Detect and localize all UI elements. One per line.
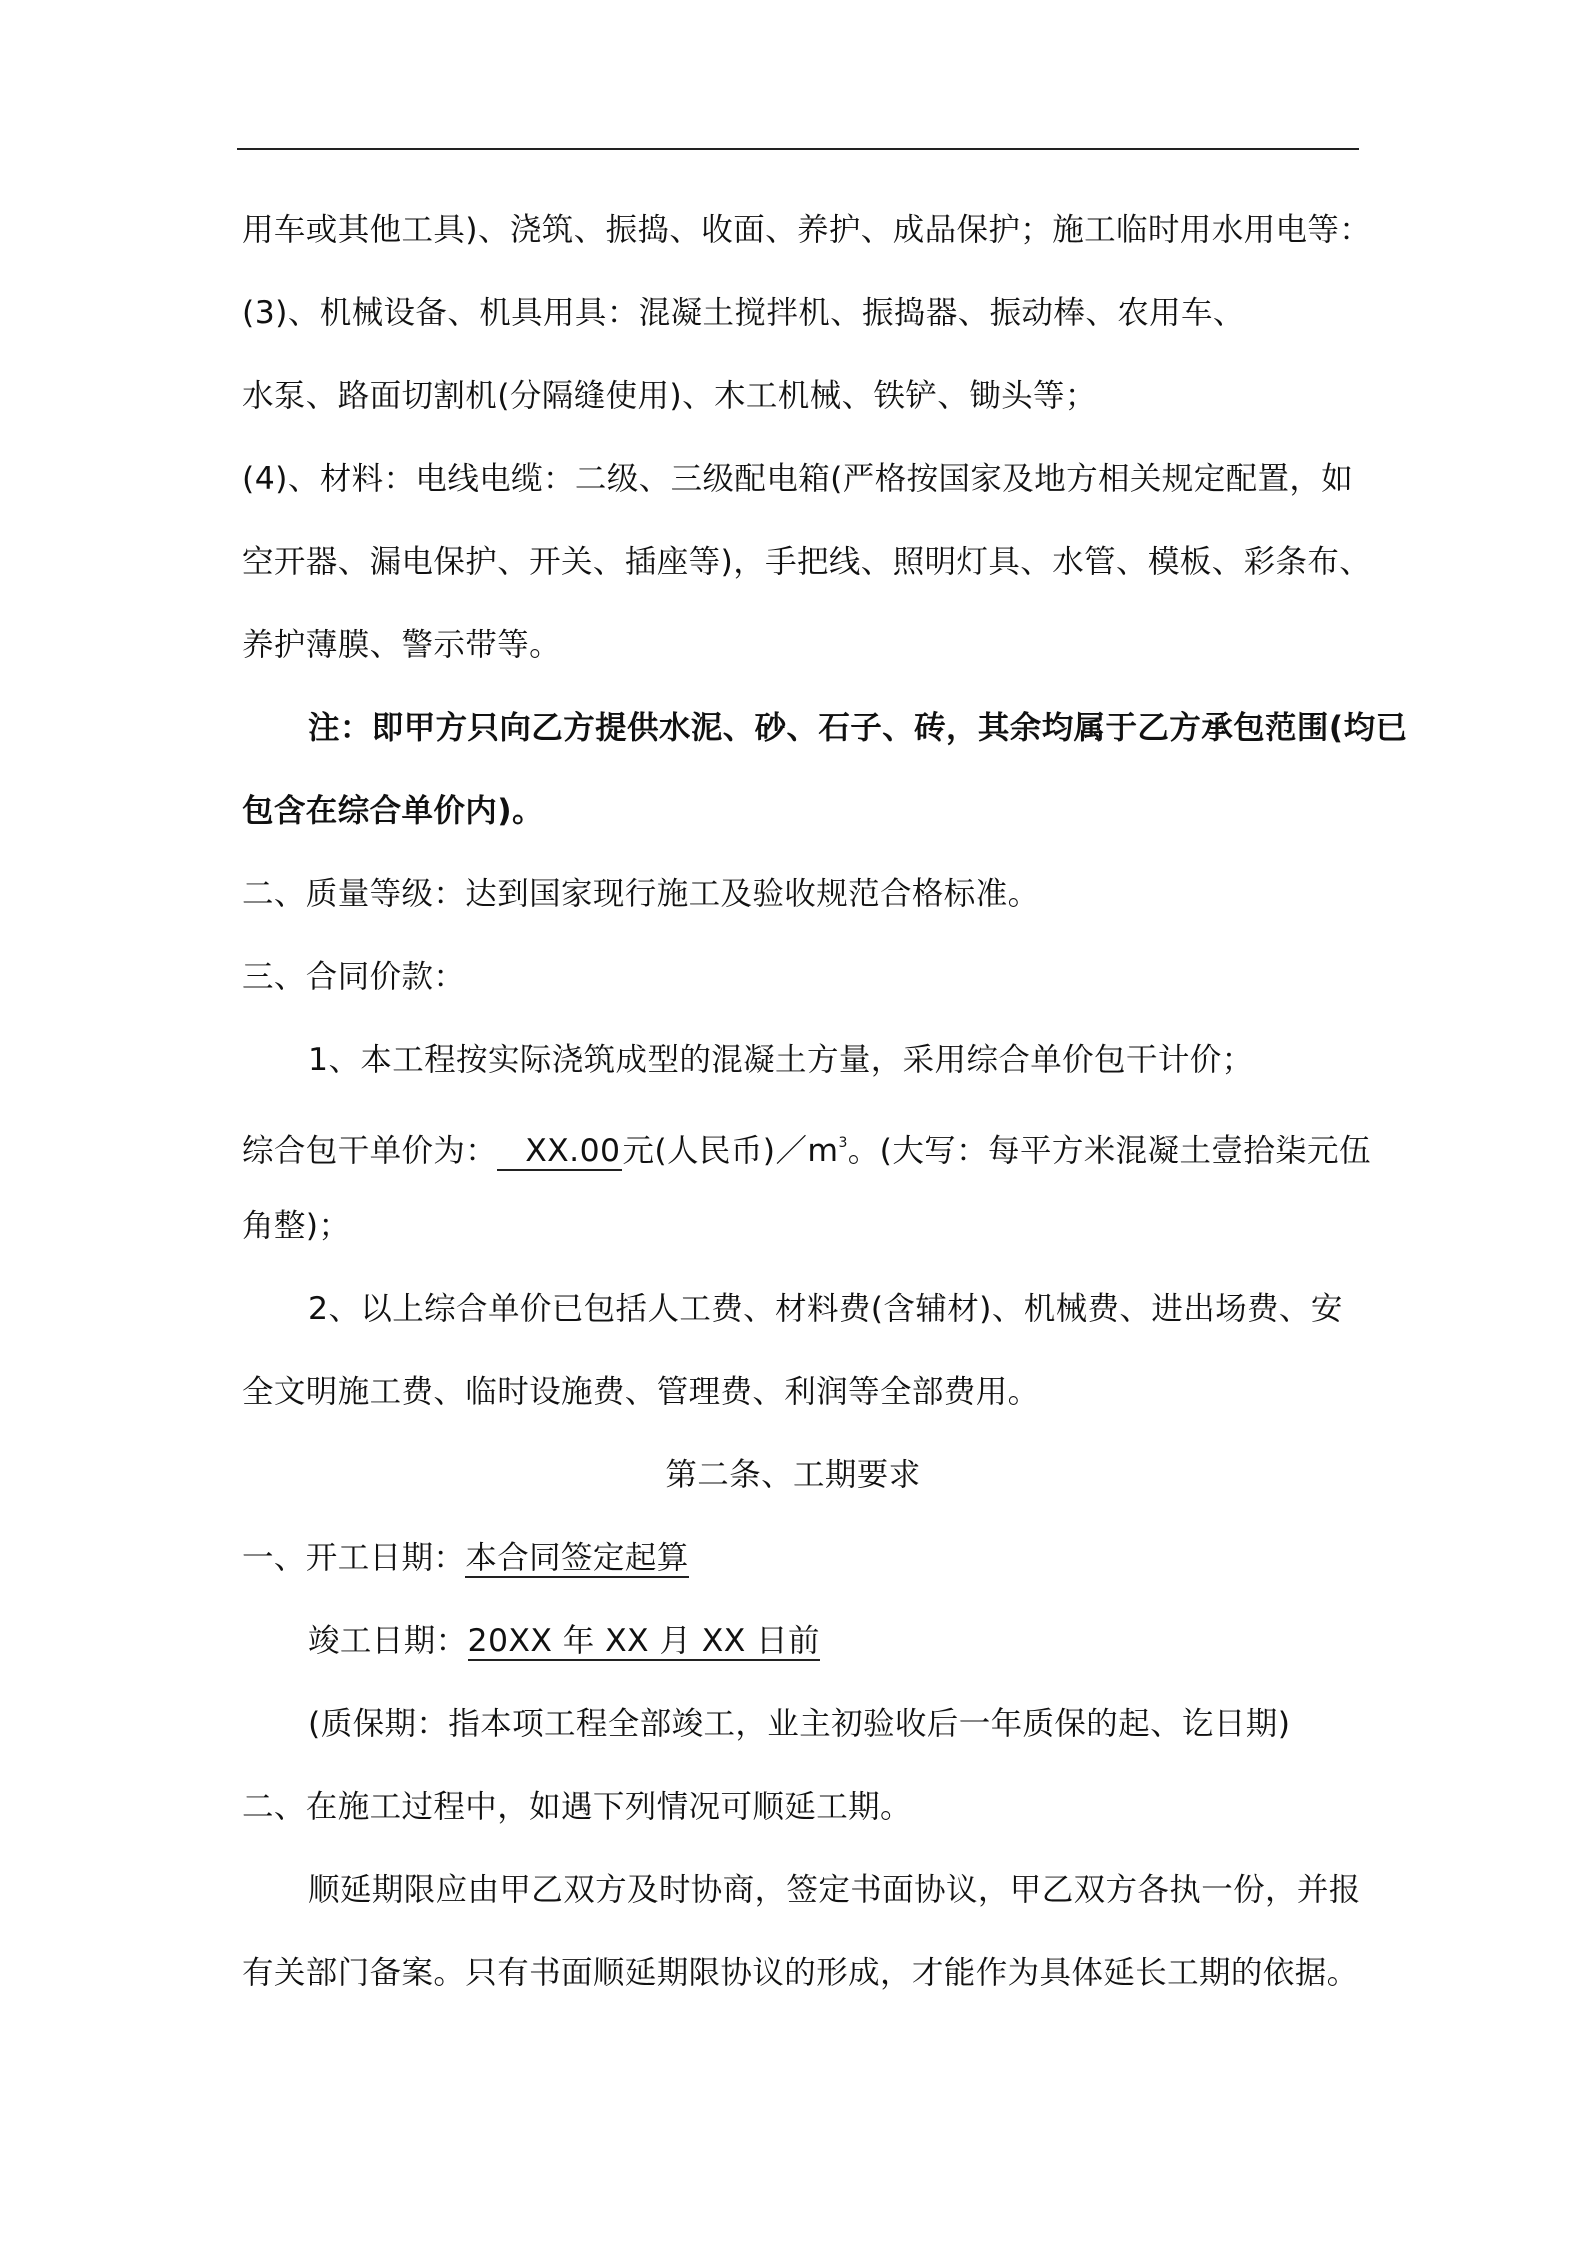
paragraph-line-3: 水泵、路面切割机(分隔缝使用)、木工机械、铁铲、锄头等； bbox=[242, 378, 1097, 414]
warranty-period-line: (质保期：指本项工程全部竣工，业主初验收后一年质保的起、讫日期) bbox=[308, 1706, 1291, 1742]
paragraph-line-6: 养护薄膜、警示带等。 bbox=[242, 627, 562, 663]
note-line-2: 包含在综合单价内)。 bbox=[242, 793, 544, 829]
price-item-2: 2、以上综合单价已包括人工费、材料费(含辅材)、机械费、进出场费、安 bbox=[308, 1291, 1343, 1327]
start-date-value: 本合同签定起算 bbox=[465, 1540, 689, 1576]
paragraph-line-5: 空开器、漏电保护、开关、插座等)，手把线、照明灯具、水管、模板、彩条布、 bbox=[242, 544, 1372, 580]
finish-date-label: 竣工日期： bbox=[308, 1623, 468, 1659]
unit-price-capital: 。(大写：每平方米混凝土壹拾柒元伍 bbox=[847, 1133, 1371, 1169]
price-item-2-continuation: 全文明施工费、临时设施费、管理费、利润等全部费用。 bbox=[242, 1374, 1040, 1410]
extension-line-1: 顺延期限应由甲乙双方及时协商，签定书面协议，甲乙双方各执一份，并报 bbox=[308, 1872, 1361, 1908]
unit-price-continuation: 角整)； bbox=[242, 1208, 351, 1244]
section-title: 第二条、工期要求 bbox=[665, 1457, 921, 1493]
paragraph-line-4: (4)、材料：电线电缆：二级、三级配电箱(严格按国家及地方相关规定配置，如 bbox=[242, 461, 1354, 497]
extension-heading: 二、在施工过程中，如遇下列情况可顺延工期。 bbox=[242, 1789, 912, 1825]
header-rule bbox=[237, 148, 1359, 150]
extension-line-2: 有关部门备案。只有书面顺延期限协议的形成，才能作为具体延长工期的依据。 bbox=[242, 1955, 1359, 1991]
finish-date-line bbox=[308, 1621, 820, 1661]
note-line-1: 注：即甲方只向乙方提供水泥、砂、石子、砖，其余均属于乙方承包范围(均已 bbox=[308, 710, 1408, 746]
unit-price-label: 综合包干单价为： bbox=[242, 1133, 498, 1169]
unit-cubic-superscript: 3 bbox=[838, 1135, 848, 1151]
unit-price-value: XX.00 bbox=[497, 1133, 622, 1171]
quality-grade-line: 二、质量等级：达到国家现行施工及验收规范合格标准。 bbox=[242, 876, 1040, 912]
paragraph-line-2: (3)、机械设备、机具用具：混凝土搅拌机、振捣器、振动棒、农用车、 bbox=[242, 295, 1245, 331]
unit-price-unit: 元(人民币)／m bbox=[622, 1133, 839, 1169]
contract-price-heading: 三、合同价款： bbox=[242, 959, 466, 995]
price-item-1: 1、本工程按实际浇筑成型的混凝土方量，采用综合单价包干计价； bbox=[308, 1042, 1254, 1078]
unit-price-line bbox=[242, 1123, 1371, 1171]
start-date-label: 一、开工日期： bbox=[242, 1540, 466, 1576]
finish-date-value: 20XX 年 XX 月 XX 日前 bbox=[467, 1623, 820, 1659]
paragraph-line-1: 用车或其他工具)、浇筑、振捣、收面、养护、成品保护；施工临时用水用电等： bbox=[242, 212, 1372, 248]
start-date-line bbox=[242, 1538, 689, 1578]
